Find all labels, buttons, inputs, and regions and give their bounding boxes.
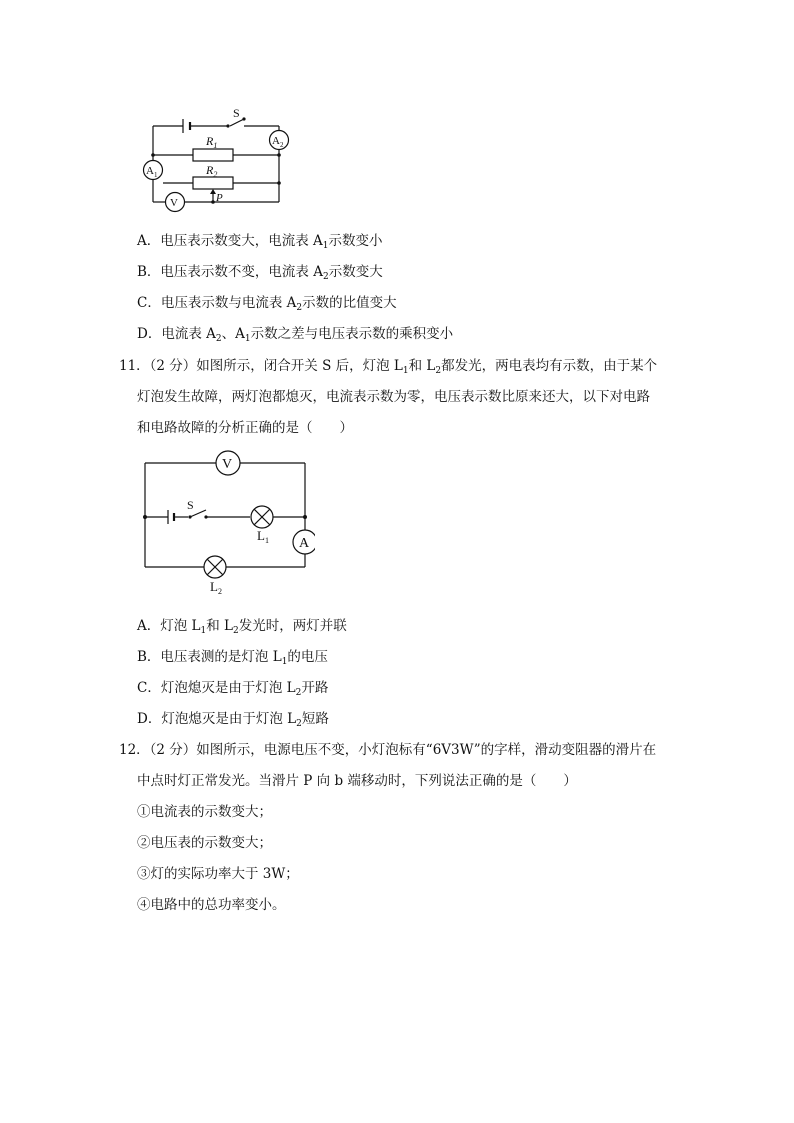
q12-stem-line2: 中点时灯正常发光。当滑片 P 向 b 端移动时，下列说法正确的是（ ） <box>137 773 577 789</box>
q10-option-d[interactable]: D．电流表 $A_2$、$A_1$示数之差与电压表示数的乘积变小 <box>137 326 454 344</box>
q10-voltmeter-label: V <box>170 197 178 209</box>
q10-slider-label: P <box>216 192 223 204</box>
q11-stem-line3: 和电路故障的分析正确的是（ ） <box>137 420 353 436</box>
q11-option-d[interactable]: D．灯泡熄灭是由于灯泡 $L_2$短路 <box>137 711 329 729</box>
q11-ammeter-label: A <box>299 536 310 551</box>
q10-r2-label: $R_2$ <box>206 163 218 179</box>
q11-option-b[interactable]: B．电压表测的是灯泡 $L_1$的电压 <box>137 649 328 667</box>
q10-option-a[interactable]: A．电压表示数变大，电流表 $A_1$示数变小 <box>137 233 383 251</box>
q12-statement-3: ③灯的实际功率大于 3W； <box>137 866 299 882</box>
q10-switch-label: S <box>233 106 240 120</box>
switch-blade <box>230 119 244 126</box>
q12-statement-4: ④电路中的总功率变小。 <box>137 897 286 913</box>
q11-lamp2-label: $L_2$ <box>210 579 222 596</box>
q10-ammeter2-label: $A_2$ <box>272 135 284 149</box>
q12-statement-2: ②电压表的示数变大； <box>137 835 272 851</box>
q11-switch-label: S <box>187 498 194 512</box>
q10-r1-label: $R_1$ <box>206 134 218 150</box>
q12-stem-line1: 12．（2 分）如图所示，电源电压不变，小灯泡标有“6V3W”的字样，滑动变阻器的滑片在 <box>119 742 657 758</box>
q11-option-a[interactable]: A．灯泡 $L_1$和 $L_2$发光时，两灯并联 <box>137 618 347 636</box>
q10-circuit-diagram <box>130 100 300 215</box>
q12-statement-1: ①电流表的示数变大； <box>137 804 272 820</box>
q10-option-c[interactable]: C．电压表示数与电流表 $A_2$示数的比值变大 <box>137 295 397 313</box>
q11-voltmeter-label: V <box>222 457 233 472</box>
q11-lamp1-label: $L_1$ <box>257 528 269 545</box>
q11-option-c[interactable]: C．灯泡熄灭是由于灯泡 $L_2$开路 <box>137 680 329 698</box>
q11-stem-line2: 灯泡发生故障，两灯泡都熄灭，电流表示数为零，电压表示数比原来还大，以下对电路 <box>137 389 650 405</box>
q10-option-b[interactable]: B．电压表示数不变，电流表 $A_2$示数变大 <box>137 264 383 282</box>
q10-ammeter1-label: $A_1$ <box>146 165 158 179</box>
q11-circuit-diagram <box>135 445 315 600</box>
q11-stem-line1: 11．（2 分）如图所示，闭合开关 S 后，灯泡 $L_1$和 $L_2$都发光，两电表均有示数，由于某个 <box>119 358 658 376</box>
